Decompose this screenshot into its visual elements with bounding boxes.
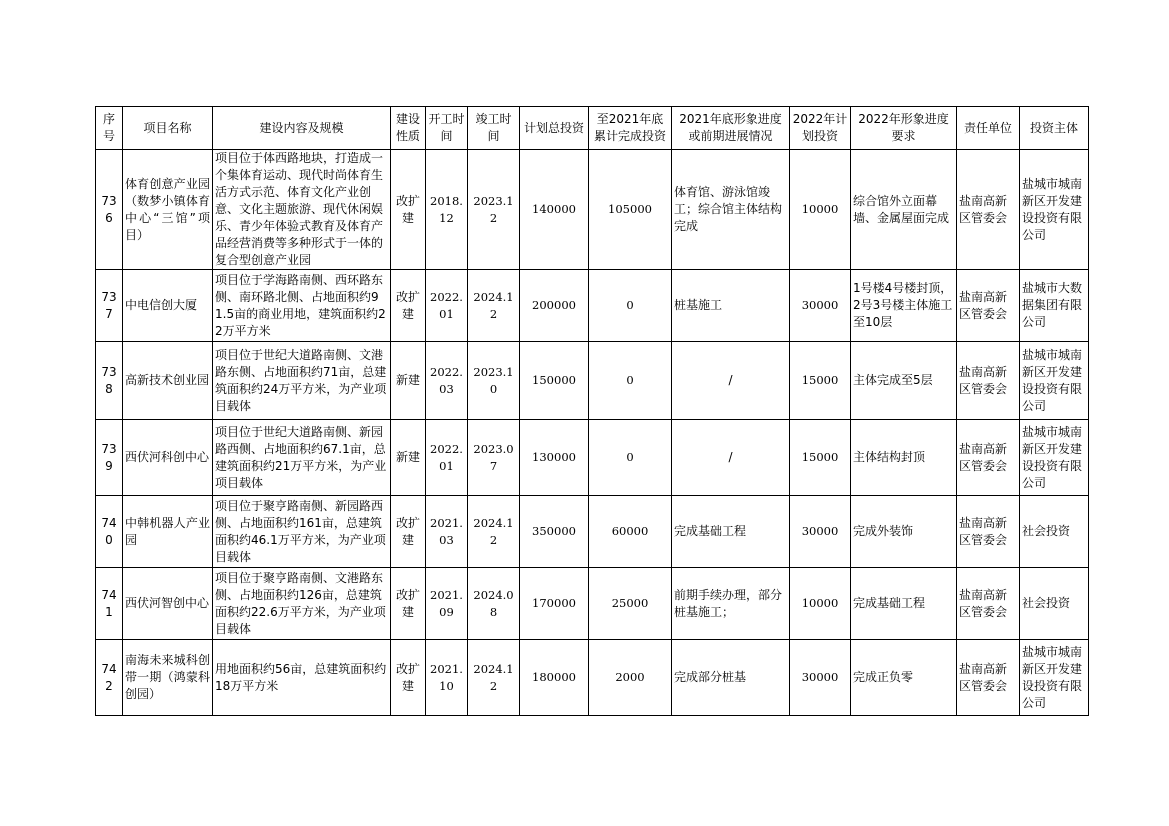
header-plan-total: 计划总投资 (520, 107, 589, 150)
table-row (96, 640, 1089, 716)
header-investor: 投资主体 (1020, 107, 1089, 150)
cell-content: 项目位于聚亨路南侧、新园路西侧、占地面积约161亩，总建筑面积约46.1万平方米，为产业项目载体 (213, 496, 391, 568)
cell-req-2022: 完成正负零 (851, 640, 957, 716)
cell-name: 中韩机器人产业园 (123, 496, 213, 568)
cell-start: 2021.03 (426, 496, 468, 568)
header-end: 竣工时间 (468, 107, 520, 150)
cell-content: 项目位于学海路南侧、西环路东侧、南环路北侧、占地面积约91.5亩的商业用地，建筑面积约22万平方米 (213, 270, 391, 342)
cell-end: 2023.07 (468, 420, 520, 496)
cell-progress-2021: 前期手续办理，部分桩基施工； (672, 568, 790, 640)
cell-cum-2021: 2000 (589, 640, 672, 716)
cell-name: 体育创意产业园（数梦小镇体育中心“三馆”项目） (123, 150, 213, 270)
cell-investor: 盐城市大数据集团有限公司 (1020, 270, 1089, 342)
header-start: 开工时间 (426, 107, 468, 150)
cell-investor: 社会投资 (1020, 496, 1089, 568)
cell-nature: 改扩建 (391, 640, 426, 716)
cell-progress-2021: 桩基施工 (672, 270, 790, 342)
cell-investor: 社会投资 (1020, 568, 1089, 640)
cell-cum-2021: 105000 (589, 150, 672, 270)
cell-plan-2022: 10000 (790, 150, 851, 270)
cell-plan-total: 140000 (520, 150, 589, 270)
header-plan-2022: 2022年计划投资 (790, 107, 851, 150)
cell-req-2022: 主体完成至5层 (851, 342, 957, 420)
cell-content: 项目位于体西路地块，打造成一个集体育运动、现代时尚体育生活方式示范、体育文化产业创意、文化主题旅游、现代休闲娱乐、青少年体验式教育及体育产品经营消费等多种形式于一体的复合型创意产业园 (213, 150, 391, 270)
table-row (96, 568, 1089, 640)
cell-nature: 新建 (391, 342, 426, 420)
table-row (96, 342, 1089, 420)
cell-req-2022: 主体结构封顶 (851, 420, 957, 496)
cell-nature: 新建 (391, 420, 426, 496)
cell-investor: 盐城市城南新区开发建设投资有限公司 (1020, 342, 1089, 420)
cell-req-2022: 综合馆外立面幕墙、金属屋面完成 (851, 150, 957, 270)
cell-end: 2024.12 (468, 496, 520, 568)
header-unit: 责任单位 (957, 107, 1020, 150)
cell-progress-2021: / (672, 342, 790, 420)
cell-cum-2021: 0 (589, 270, 672, 342)
cell-plan-2022: 10000 (790, 568, 851, 640)
cell-nature: 改扩建 (391, 150, 426, 270)
header-content: 建设内容及规模 (213, 107, 391, 150)
cell-unit: 盐南高新区管委会 (957, 342, 1020, 420)
cell-nature: 改扩建 (391, 496, 426, 568)
header-nature: 建设性质 (391, 107, 426, 150)
cell-plan-total: 180000 (520, 640, 589, 716)
cell-nature: 改扩建 (391, 270, 426, 342)
cell-seq: 742 (96, 640, 123, 716)
cell-name: 高新技术创业园 (123, 342, 213, 420)
cell-name: 西伏河科创中心 (123, 420, 213, 496)
cell-start: 2022.03 (426, 342, 468, 420)
cell-investor: 盐城市城南新区开发建设投资有限公司 (1020, 150, 1089, 270)
cell-cum-2021: 25000 (589, 568, 672, 640)
cell-content: 项目位于世纪大道路南侧、新园路西侧、占地面积约67.1亩，总建筑面积约21万平方米，为产业项目载体 (213, 420, 391, 496)
cell-end: 2024.08 (468, 568, 520, 640)
cell-plan-2022: 30000 (790, 496, 851, 568)
cell-progress-2021: 完成部分桩基 (672, 640, 790, 716)
header-name: 项目名称 (123, 107, 213, 150)
cell-plan-2022: 30000 (790, 270, 851, 342)
cell-end: 2024.12 (468, 640, 520, 716)
cell-name: 南海未来城科创带一期（鸿蒙科创园） (123, 640, 213, 716)
cell-start: 2022.01 (426, 270, 468, 342)
cell-unit: 盐南高新区管委会 (957, 568, 1020, 640)
header-cum-2021: 至2021年底累计完成投资 (589, 107, 672, 150)
cell-plan-2022: 30000 (790, 640, 851, 716)
cell-end: 2024.12 (468, 270, 520, 342)
cell-name: 中电信创大厦 (123, 270, 213, 342)
cell-plan-2022: 15000 (790, 420, 851, 496)
cell-start: 2018.12 (426, 150, 468, 270)
cell-unit: 盐南高新区管委会 (957, 496, 1020, 568)
cell-plan-total: 130000 (520, 420, 589, 496)
project-table (95, 106, 1089, 716)
cell-unit: 盐南高新区管委会 (957, 420, 1020, 496)
cell-end: 2023.10 (468, 342, 520, 420)
cell-seq: 736 (96, 150, 123, 270)
cell-progress-2021: 完成基础工程 (672, 496, 790, 568)
cell-unit: 盐南高新区管委会 (957, 150, 1020, 270)
table-row (96, 270, 1089, 342)
table-row (96, 150, 1089, 270)
cell-start: 2021.09 (426, 568, 468, 640)
cell-progress-2021: / (672, 420, 790, 496)
header-seq: 序号 (96, 107, 123, 150)
cell-content: 用地面积约56亩，总建筑面积约18万平方米 (213, 640, 391, 716)
cell-req-2022: 1号楼4号楼封顶，2号3号楼主体施工至10层 (851, 270, 957, 342)
header-req-2022: 2022年形象进度要求 (851, 107, 957, 150)
cell-cum-2021: 0 (589, 420, 672, 496)
cell-investor: 盐城市城南新区开发建设投资有限公司 (1020, 420, 1089, 496)
cell-content: 项目位于世纪大道路南侧、文港路东侧、占地面积约71亩，总建筑面积约24万平方米，为产业项目载体 (213, 342, 391, 420)
table-row (96, 420, 1089, 496)
cell-plan-total: 150000 (520, 342, 589, 420)
cell-plan-total: 170000 (520, 568, 589, 640)
cell-plan-2022: 15000 (790, 342, 851, 420)
header-progress-2021: 2021年底形象进度或前期进展情况 (672, 107, 790, 150)
header-row (96, 107, 1089, 150)
cell-seq: 740 (96, 496, 123, 568)
cell-progress-2021: 体育馆、游泳馆竣工；综合馆主体结构完成 (672, 150, 790, 270)
cell-seq: 738 (96, 342, 123, 420)
cell-start: 2021.10 (426, 640, 468, 716)
cell-seq: 741 (96, 568, 123, 640)
cell-start: 2022.01 (426, 420, 468, 496)
cell-cum-2021: 0 (589, 342, 672, 420)
cell-req-2022: 完成基础工程 (851, 568, 957, 640)
cell-plan-total: 200000 (520, 270, 589, 342)
table-row (96, 496, 1089, 568)
cell-investor: 盐城市城南新区开发建设投资有限公司 (1020, 640, 1089, 716)
cell-unit: 盐南高新区管委会 (957, 270, 1020, 342)
cell-content: 项目位于聚亨路南侧、文港路东侧、占地面积约126亩，总建筑面积约22.6万平方米，为产业项目载体 (213, 568, 391, 640)
cell-req-2022: 完成外装饰 (851, 496, 957, 568)
cell-end: 2023.12 (468, 150, 520, 270)
cell-nature: 改扩建 (391, 568, 426, 640)
cell-seq: 737 (96, 270, 123, 342)
cell-cum-2021: 60000 (589, 496, 672, 568)
cell-seq: 739 (96, 420, 123, 496)
cell-unit: 盐南高新区管委会 (957, 640, 1020, 716)
cell-plan-total: 350000 (520, 496, 589, 568)
cell-name: 西伏河智创中心 (123, 568, 213, 640)
